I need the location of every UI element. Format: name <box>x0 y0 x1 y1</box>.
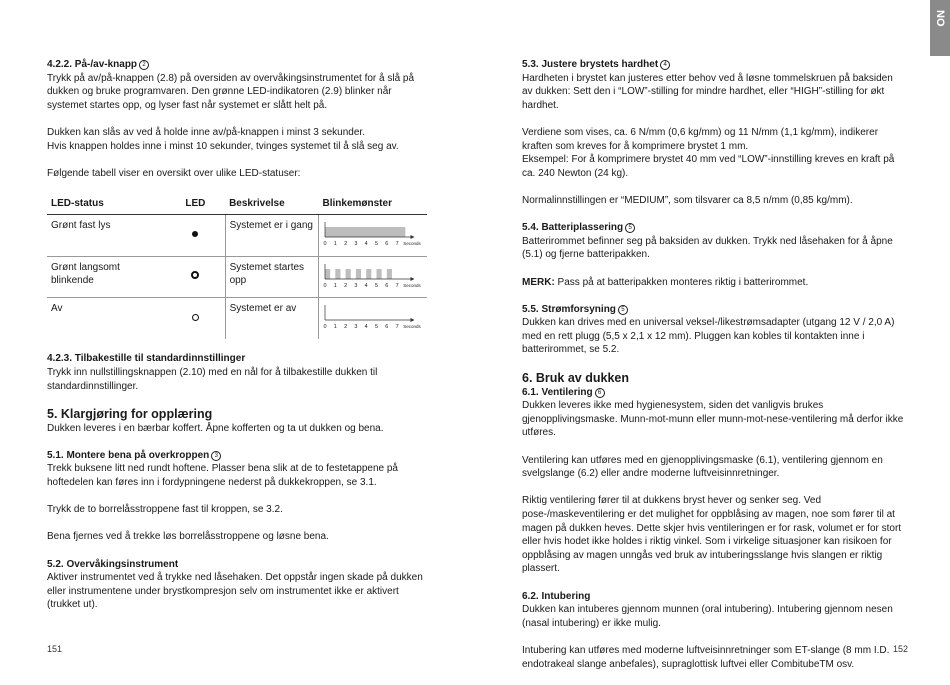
tick-label: 4 <box>364 324 368 331</box>
axis-arrow <box>410 277 414 281</box>
tick-label: 3 <box>354 324 358 331</box>
note-paragraph: MERK: Pass på at batteripakken monteres riktig i batterirommet. <box>522 276 809 288</box>
section-4-2-2-title: 4.2.2. På-/av-knapp 2 <box>47 58 429 72</box>
col-header: LED <box>166 194 225 215</box>
axis-arrow <box>410 235 414 239</box>
paragraph: Batterirommet befinner seg på baksiden av dukken. Trykk ned låsehaken for å åpne (5.1) og fjerne batteripakken. <box>522 235 893 261</box>
led-blinking-icon <box>191 271 199 279</box>
col-header: Beskrivelse <box>225 194 318 215</box>
right-page <box>522 58 909 685</box>
paragraph: Aktiver instrumentet ved å trykke ned låsehaken. Det oppstår ingen skade på dukken eller instrumentene under brystkompresjon selv om instrumentet ikke er aktivert (trukket ut). <box>47 572 423 611</box>
tick-label: 0 <box>323 324 327 331</box>
section-6-title: 6. Bruk av dukken <box>522 370 629 385</box>
section-4-2-3-title: 4.2.3. Tilbakestille til standardinnstillinger <box>47 353 246 365</box>
figure-ref-badge: 5 <box>625 223 635 233</box>
tick-label: 4 <box>364 282 368 289</box>
table-row <box>47 298 427 339</box>
left-page <box>47 58 429 626</box>
table-row <box>47 256 427 298</box>
tick-label: 6 <box>385 282 389 289</box>
led-cell <box>166 298 225 339</box>
tick-label: 1 <box>333 324 337 331</box>
col-header: Blinkemønster <box>319 194 428 215</box>
tick-label: 6 <box>385 240 389 247</box>
paragraph: Hardheten i brystet kan justeres etter behov ved å løsne tommelskruen på baksiden av dukken: Sett den i “LOW”-stilling for mindre hardhet, eller “HIGH”-stilling for økt hardhet. <box>522 72 893 111</box>
axis-unit-label: Seconds <box>403 282 421 288</box>
tick-label: 2 <box>344 240 348 247</box>
section-5-1-title: 5.1. Montere bena på overkroppen 3 <box>47 449 429 463</box>
led-status-cell: Av <box>51 303 63 315</box>
paragraph: Dukken leveres ikke med hygienesystem, siden det vanligvis brukes gjenopplivingsmaske. Munn-mot-munn eller munn-mot-nese-ventilering må derfor ikke utføres. <box>522 400 904 439</box>
tick-label: 3 <box>354 282 358 289</box>
paragraph: Normalinnstillingen er “MEDIUM”, som tilsvarer ca 8,5 n/mm (0,85 kg/mm). <box>522 194 853 206</box>
tick-label: 7 <box>395 324 399 331</box>
paragraph: Dukken leveres i en bærbar koffert. Åpne kofferten og ta ut dukken og bena. <box>47 422 384 434</box>
note-label: MERK: <box>522 276 555 288</box>
paragraph: Dukken kan drives med en universal veksel-/likestrømsadapter (utgang 12 V / 2,0 A) med en rett plugg (5,5 x 2,1 x 12 mm). Pluggen kan kobles til kontakten inne i batterirommet, se 5.2. <box>522 317 895 356</box>
section-5-title: 5. Klargjøring for opplæring <box>47 406 213 421</box>
blink-pattern-off <box>323 302 423 330</box>
section-5-2-title: 5.2. Overvåkingsinstrument <box>47 558 179 570</box>
tick-label: 5 <box>374 282 379 289</box>
paragraph: Bena fjernes ved å trekke løs borrelåsstroppene og løsne bena. <box>47 531 329 543</box>
language-tab <box>930 0 950 56</box>
tick-label: 1 <box>333 282 337 289</box>
section-6-1-title: 6.1. Ventilering 6 <box>522 386 906 400</box>
led-solid-icon <box>192 231 198 237</box>
description-cell: Systemet er av <box>225 298 318 339</box>
led-cell <box>166 214 225 256</box>
figure-ref-badge: 6 <box>595 388 605 398</box>
paragraph: Ventilering kan utføres med en gjenopplivingsmaske (6.1), ventilering gjennom en svelgslange (6.2) eller andre moderne luftveisinnretninger. <box>522 454 883 480</box>
col-header: LED-status <box>47 194 166 215</box>
paragraph: Intubering kan utføres med moderne luftveisinnretninger som ET-slange (8 mm I.D. endotrakeal slange anbefales), supraglottisk luftvei eller CombitubeTM osv. <box>522 644 890 670</box>
led-cell <box>166 256 225 298</box>
table-row <box>47 214 427 256</box>
tick-label: 5 <box>374 240 379 247</box>
blink-pattern-cell <box>319 256 428 298</box>
blink-pattern-solid <box>323 219 423 247</box>
on-pulse <box>325 269 330 279</box>
on-pulse <box>346 269 351 279</box>
tick-label: 0 <box>323 240 327 247</box>
language-tab-label: NO <box>934 10 946 27</box>
tick-label: 6 <box>385 324 389 331</box>
figure-ref-badge: 4 <box>660 60 670 70</box>
paragraph: Dukken kan slås av ved å holde inne av/på-knappen i minst 3 sekunder. Hvis knappen holdes inne i minst 10 sekunder, tvinges systemet til å slå seg av. <box>47 126 399 152</box>
section-5-3-title: 5.3. Justere brystets hardhet 4 <box>522 58 906 72</box>
paragraph: Trekk buksene litt ned rundt hoftene. Plasser bena slik at de to festetappene på hoftedelen kan føres inn i fordypningene nederst på dukkekroppen, se 3.1. <box>47 463 398 489</box>
section-5-4-title: 5.4. Batteriplassering 5 <box>522 221 906 235</box>
paragraph: Dukken kan intuberes gjennom munnen (oral intubering). Intubering gjennom nesen (nasal intubering) er ikke mulig. <box>522 604 893 629</box>
page-number-left: 151 <box>47 644 63 654</box>
tick-label: 2 <box>344 324 348 331</box>
description-cell: Systemet er i gang <box>225 214 318 256</box>
paragraph: Verdiene som vises, ca. 6 N/mm (0,6 kg/mm) og 11 N/mm (1,1 kg/mm), indikerer kraften som kreves for å komprimere brystet 1 mm. Eksempel: For å komprimere brystet 40 mm ved “LOW”-innstilling kreves en kraft på ca. 240 Newton (24 kg). <box>522 126 895 179</box>
blink-pattern-cell <box>319 214 428 256</box>
on-bar <box>325 227 405 237</box>
section-6-2-title: 6.2. Intubering <box>522 590 591 602</box>
on-pulse <box>335 269 340 279</box>
on-pulse <box>366 269 371 279</box>
tick-label: 1 <box>333 240 337 247</box>
tick-label: 7 <box>395 282 399 289</box>
axis-arrow <box>410 318 414 322</box>
paragraph: Riktig ventilering fører til at dukkens bryst hever og senker seg. Ved pose-/maskeventilering er det mulighet for oppblåsing av magen, noe som fører til at magen på dukken heves. Dette skjer hvis ventileringen er for rask, volumet er for stort eller hvis hodet ikke holdes i riktig vinkel. Som i virkelige situasjoner kan risikoen for oppblåsing av magen unngås ved bruk av intuberingsslange hvis slangen er riktig plassert. <box>522 495 902 575</box>
on-pulse <box>356 269 361 279</box>
table-header-row <box>47 194 427 215</box>
tick-label: 3 <box>354 240 358 247</box>
tick-label: 4 <box>364 240 368 247</box>
blink-pattern-blinking <box>323 261 423 289</box>
blink-pattern-cell <box>319 298 428 339</box>
on-pulse <box>387 269 392 279</box>
page-number-right: 152 <box>893 644 909 654</box>
paragraph: Følgende tabell viser en oversikt over ulike LED-statuser: <box>47 167 301 179</box>
on-pulse <box>377 269 382 279</box>
paragraph: Trykk inn nullstillingsknappen (2.10) med en nål for å tilbakestille dukken til standardinnstillinger. <box>47 366 378 392</box>
figure-ref-badge: 2 <box>139 60 149 70</box>
tick-label: 5 <box>374 324 379 331</box>
paragraph: Trykk de to borrelåsstroppene fast til kroppen, se 3.2. <box>47 504 283 516</box>
tick-label: 7 <box>395 240 399 247</box>
led-status-cell: Grønt fast lys <box>47 214 166 256</box>
led-status-table <box>47 194 427 339</box>
tick-label: 2 <box>344 282 348 289</box>
figure-ref-badge: 3 <box>211 451 221 461</box>
led-off-icon <box>192 314 199 321</box>
section-5-5-title: 5.5. Strømforsyning 5 <box>522 303 906 317</box>
paragraph: Trykk på av/på-knappen (2.8) på oversiden av overvåkingsinstrumentet for å slå på dukken og bruke programvaren. Den grønne LED-indikatoren (2.9) blinker når systemet startes opp, og lyser fast når systemet er slått helt på. <box>47 72 415 111</box>
led-status-cell: Grønt langsomt blinkende <box>47 256 166 298</box>
figure-ref-badge: 5 <box>618 305 628 315</box>
axis-unit-label: Seconds <box>403 324 421 330</box>
description-cell: Systemet startes opp <box>225 256 318 298</box>
tick-label: 0 <box>323 282 327 289</box>
axis-unit-label: Seconds <box>403 240 421 246</box>
